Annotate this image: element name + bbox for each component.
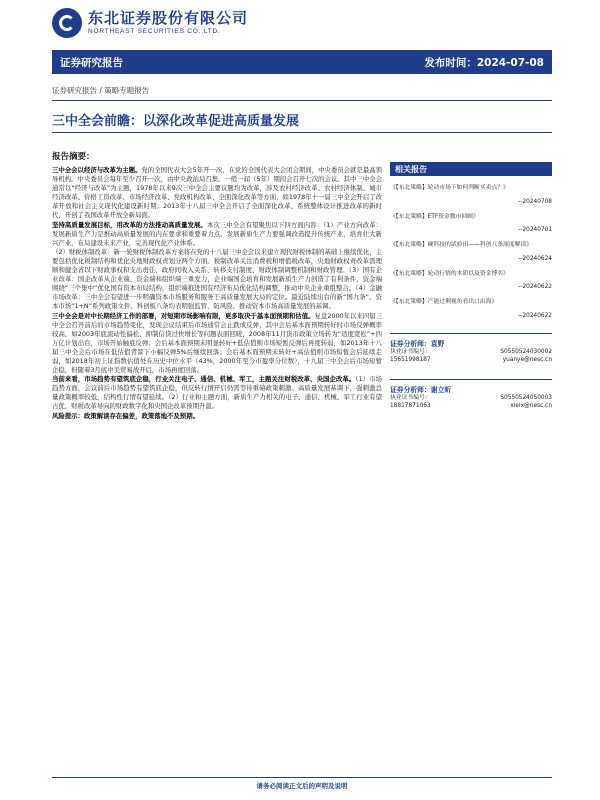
header-bar — [52, 50, 552, 74]
analyst-card — [390, 333, 552, 365]
paragraph-text: 复盘2000年以来四届三中全会召开前后的市场趋势变化，发现会议结束后市场通常会止跌或反弹，其中会后基本面预期转好时市场反弹概率较高，如2003年底流动性偏松、抑制信贷过快增长等问题表面回暖，2008年11月货币政策立场转为“适度宽松”+四万亿计划出台，市场开始触底反弹；会后基本面预期未明显转好+低估值则市场短暂反弹后再度转弱，如2013年十八届三中全会后市场在低估值背景下小幅反弹5%后继续回落；会后基本面预期未转好+高估值则市场短暂会后延续走弱，如2018年初上证指数估值处在历史中位水平（43%，2000年至今市盈率分位数），十九届三中全会后市场短暂企稳，但随着3月底中美贸易战开启，市场再度回落。 — [52, 311, 383, 375]
analyst-phone: 15651998187 — [390, 357, 431, 363]
logo-name-en: NORTHEAST SECURITIES CO.,LTD. — [88, 28, 221, 35]
related-report-date: --20240708 — [518, 198, 552, 205]
related-report-item[interactable] — [390, 184, 552, 205]
company-logo-icon — [52, 8, 82, 38]
paragraph-text: 党的全国代表大会5年开一次，在党的全国代表大会闭会期间，中央委员会就是最高领导机构。中央委员会每年至少召开一次，由中央政治局召集。一般一届（5年）期间会召开七次的会议。其中三中全会通常以“经济与改革”为主题，1978年以来9次三中全会主要议题均为改革，涉及农村经济改革、农村经济体制、城市经济改革、价格工资改革、市场经济改革、党政机构改革、全面深化改革等方面，如1978年十一届三中全会开启了改革开放和社会主义现代化建设新时期；2013年十八届三中全会开启了全面深化改革、系统整体设计推进改革的新时代，开创了我国改革开放全新局面。 — [52, 166, 382, 220]
breadcrumb: 证券研究报告 / 策略专题报告 — [52, 86, 150, 95]
analyst-card — [390, 379, 552, 411]
summary-paragraph — [52, 221, 382, 248]
summary-paragraph — [52, 248, 382, 312]
paragraph-lead: 当前来看，市场趋势有望筑底企稳，行业关注电子、通信、机械、军工，主题关注财税改革、央国企改革。 — [52, 375, 356, 384]
divider — [52, 100, 552, 101]
related-report-item[interactable] — [390, 270, 552, 291]
analyst-license: 执业证书编号： S0550524030002 — [390, 348, 552, 355]
related-report-title: 《【东北策略】产能过剩视角看出口出海》 — [390, 299, 498, 305]
paragraph-lead: 风险提示：政策解读存在偏差，政策落地不及预期。 — [52, 411, 199, 420]
summary-paragraph — [52, 166, 382, 221]
related-report-item[interactable] — [390, 298, 552, 319]
report-summary — [52, 150, 382, 421]
paragraph-lead: 坚持高质量发展目标，用改革的方法推动高质量发展。 — [52, 220, 207, 229]
paragraph-text: 本次三中全会有望聚焦以下四方面内容：（1）产业方向改革：发展新质生产力是推动高质量发展的内在要求和重要着力点。发展新质生产力要强调改造提升传统产业，培育壮大新兴产业，布局建设未来产业，完善现代化产业体系。 — [52, 220, 382, 247]
related-report-title: 《【东北策略】ETF资金数市回顾》 — [390, 213, 479, 220]
summary-heading: 报告摘要： — [52, 152, 95, 162]
paragraph-lead: 三中全会是对中长期经济工作的部署，对短期市场影响有限，更多取决于基本面预期和估值。 — [52, 311, 315, 320]
related-reports-title: 相关报告 — [390, 162, 552, 176]
analyst-name: 证券分析师：袁野 — [390, 339, 445, 348]
analyst-email[interactable]: xielx@nesc.cn — [510, 403, 552, 409]
analyst-email[interactable]: yuanye@nesc.cn — [502, 357, 552, 363]
paragraph-lead: 三中全会以经济与改革为主题。 — [52, 166, 142, 174]
analyst-phone: 18817871063 — [390, 403, 431, 409]
related-report-date: --20240622 — [518, 312, 552, 319]
analyst-contact — [390, 356, 552, 365]
related-report-date: --20240701 — [518, 227, 552, 233]
related-report-title: 《【东北策略】轮动市场下如何判断买卖点？》 — [390, 185, 509, 191]
summary-paragraph — [52, 412, 382, 421]
sidebar — [390, 162, 552, 411]
page-title: 三中全会前瞻：以深化改革促进高质量发展 — [52, 114, 300, 129]
analyst-name: 证券分析师：谢立昕 — [390, 385, 452, 394]
analyst-contact — [390, 402, 552, 411]
report-type-label: 证券研究报告 — [60, 56, 123, 69]
related-report-date: --20240622 — [518, 284, 552, 290]
related-report-item[interactable] — [390, 241, 552, 262]
paragraph-text: （2）财税体制改革：新一轮财税体制改革方案将在党的十八届三中全会以来建立现代财税体制的基础上继续优化，主要包括优化税制结构和优化央地财政权责划分两个方面。税制改革关注消费税和增值税改革，央地财政权责改革需理顺和健全省以下财政事权和支出责任、政府间收入关系、转移支付制度、财政体制调整机制和财政管理。（3）国有企业改革：国企改革从企业端、资金端和组织端三重发力，企业端国企培育和发展新质生产力创造了有利条件，资金端围绕“三个集中”优化国有资本布局结构，组织端推进国有经济布局优化结构调整，推动中央企业重组整合。（4）金融市场改革：三中全会有望进一步明确资本市场服务和服务于高质量发展大局的定位。最近陆续出台的新“国九条”、资本市场“1+N”系列政策文件、科创板八条均表明强监管、防风险、推动资本市场高质量发展的基调。 — [52, 247, 382, 311]
summary-paragraph — [52, 375, 382, 411]
related-report-date: --20240624 — [518, 255, 552, 262]
footer-disclaimer: 请务必阅读正文后的声明及说明 — [52, 777, 552, 790]
paragraph-text: （1）市场趋势方面，会议前后市场趋势有望筑底企稳，但反转行情开启仍需等待重磅政策刺激。高质量发展基调下，强刺激总量政策概率较低，结构性行情有望延续。（2）行业和主题方面，新质生产力相关的电子、通信、机械、军工行业有望占优，财税改革导向的财政数字化和央国企改革预期升温。 — [52, 375, 382, 411]
analyst-license: 执业证书编号： S0550524050003 — [390, 394, 552, 401]
divider — [52, 132, 552, 133]
logo-name-cn: 东北证券股份有限公司 — [88, 9, 249, 27]
related-report-item[interactable] — [390, 213, 552, 234]
related-report-title: 《【东北策略】轮动行情的本质以及资金博弈》 — [390, 270, 509, 277]
publish-date: 发布时间：2024-07-08 — [424, 56, 544, 69]
summary-paragraph — [52, 312, 382, 376]
related-report-title: 《【东北策略】硬科技的试验田——科创八条深度解读》 — [390, 242, 533, 248]
company-logo — [52, 5, 248, 41]
